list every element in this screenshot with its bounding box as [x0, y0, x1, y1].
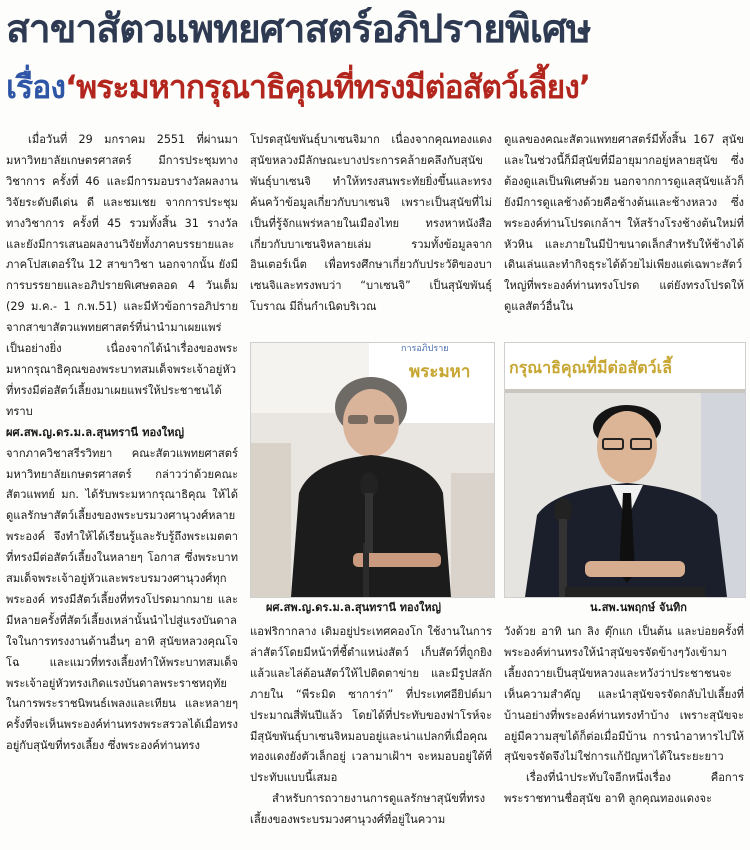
photo-caption-right: น.สพ.นพฤกษ์ จันทิก: [590, 601, 687, 614]
paragraph: โปรดสุนัขพันธุ์บาเซนจิมาก เนื่องจากคุณทองแดงสุนัขหลวงมีลักษณะบางประการคล้ายคลึงกับสุนัขพันธุ์บาเซนจิ ทำให้ทรงสนพระทัยยิ่งขึ้นและทรงค้นคว้าข้อมูลเกี่ยวกับบาเซนจิ เพราะเป็นสุนัขที่ไม่เป็นที่รู้จักแพร่หลายในเมืองไทย ทรงหาหนังสือเกี่ยวกับบาเซนจิหลายเล่ม รวมทั้งข้อมูลจากอินเตอร์เน็ต เพื่อทรงศึกษาเกี่ยวกับประวัติของบาเซนจิและทรงพบว่า “บาเซนจิ” เป็นสุนัขพันธุ์โบราณ มีถิ่นกำเนิดบริเวณ: [250, 133, 492, 314]
photo-caption-left: ผศ.สพ.ญ.ดร.ม.ล.สุนทรานี ทองใหญ่: [266, 601, 442, 614]
backdrop-text-small: การอภิปราย: [401, 344, 449, 354]
backdrop-text: พระมหา: [409, 362, 471, 382]
speaker-man-image: [505, 343, 745, 597]
article-column-2-bottom: [250, 622, 492, 848]
byline: ผศ.สพ.ญ.ดร.ม.ล.สุนทรานี ทองใหญ่: [6, 425, 185, 439]
paragraph: สำหรับการถวายงานการดูแลรักษาสุนัขที่ทรงเลี้ยงของพระบรมวงศานุวงศ์ที่อยู่ในความ: [250, 792, 486, 827]
paragraph: จากภาควิชาสรีรวิทยา คณะสัตวแพทยศาสตร์ มหาวิทยาลัยเกษตรศาสตร์ กล่าวว่าด้วยคณะสัตวแพทย์ มก. ได้รับพระมหากรุณาธิคุณ ให้ได้ดูแลรักษาสัตว์เลี้ยงของพระบรมวงศานุวงศ์หลายพระองค์ จึงทำให้ได้เรียนรู้และรับรู้ถึงพระเมตตาที่ทรงมีต่อสัตว์เลี้ยงในหลายๆ โอกาส ซึ่งพระบาทสมเด็จพระเจ้าอยู่หัวและพระบรมวงศานุวงศ์ทุกพระองค์ ทรงมีสัตว์เลี้ยงที่ทรงโปรดมากมาย และมีหลายครั้งที่สัตว์เลี้ยงเหล่านั้นนำไปสู่แรงบันดาลใจในการทรงงานด้านอื่นๆ อาทิ สุนัขหลวงคุณโจโฉ และแมวที่ทรงเลี้ยงทำให้พระบาทสมเด็จพระเจ้าอยู่หัวทรงเกิดแรงบันดาลพระราชหฤทัยในการพระราชนิพนธ์เพลงและเทียน และหลายๆ ครั้งที่จะเห็นพระองค์ท่านทรงพระสรวลได้เมื่อทรงอยู่กับสุนัขที่ทรงเลี้ยง ซึ่งพระองค์ท่านทรง: [6, 446, 238, 753]
subhead-prefix: เรื่อง: [6, 68, 65, 106]
paragraph: วังด้วย อาทิ นก ลิง ตุ๊กแก เป็นต้น และบ่อยครั้งที่พระองค์ท่านทรงให้นำสุนัขจรจัดข้างๆวังเข้ามาเลี้ยงถวายเป็นสุนัขหลวงและหวังว่าประชาชนจะเห็นความสำคัญ และนำสุนัขจรจัดกลับไปเลี้ยงที่บ้านอย่างที่พระองค์ท่านทรงทำบ้าง เพราะสุนัขจะอยู่มีความสุขได้ก็ต่อเมื่อมีบ้าน การนำอาหารไปให้สุนัขจรจัดจึงไม่ใช่การแก้ปัญหาได้ในระยะยาว: [504, 625, 744, 764]
article-column-1: [6, 130, 238, 848]
paragraph: เมื่อวันที่ 29 มกราคม 2551 ที่ผ่านมา มหาวิทยาลัยเกษตรศาสตร์ มีการประชุมทางวิชาการ ครั้งที่ 46 และมีการมอบรางวัลผลงานวิจัยระดับดีเด่น ดี และชมเชย จากการประชุมทางวิชาการ ครั้งที่ 45 รวมทั้งสิ้น 31 รางวัล และยังมีการเสนอผลงานวิจัยทั้งภาคบรรยายและภาคโปสเตอร์ใน 12 สาขาวิชา นอกจากนั้น ยังมีการบรรยายและอภิปรายพิเศษตลอด 4 วันเต็ม (29 ม.ค.- 1 ก.พ.51) และมีหัวข้อการอภิปรายจากสาขาสัตวแพทยศาสตร์ที่น่านำมาเผยแพร่เป็นอย่างยิ่ง เนื่องจากได้นำเรื่องของพระมหากรุณาธิคุณของพระบาทสมเด็จพระเจ้าอยู่หัวที่ทรงมีต่อสัตว์เลี้ยงมาเผยแพร่ให้ประชาชนได้ทราบ: [6, 133, 238, 418]
paragraph: ดูแลของคณะสัตวแพทยศาสตร์มีทั้งสิ้น 167 สุนัข และในช่วงนี้ก็มีสุนัขที่มีอายุมากอยู่หลายสุนัข ซึ่งต้องดูแลเป็นพิเศษด้วย นอกจากการดูแลสุนัขแล้วก็ยังมีการดูแลช้างด้วยคือช้างต้นและช้างหลวง ซึ่งพระองค์ท่านโปรดเกล้าฯ ให้สร้างโรงช้างต้นใหม่ที่หัวหิน และภายในมีป้าขนาดเล็กสำหรับให้ช้างได้เดินเล่นและทำกิจธุระได้ด้วยไม่เพียงแต่เฉพาะสัตว์ใหญ่ที่พระองค์ท่านทรงโปรด แต่ยังทรงโปรดให้ดูแลสัตว์อื่นใน: [504, 133, 744, 314]
article-column-2-top: [250, 130, 492, 338]
backdrop-text: กรุณาธิคุณที่มีต่อสัตว์เลี้: [509, 358, 672, 377]
subhead: [6, 62, 746, 112]
article-column-3-top: [504, 130, 744, 338]
article-column-3-bottom: [504, 622, 744, 848]
paragraph: แอฟริกากลาง เดิมอยู่ประเทศคองโก ใช้งานในการล่าสัตว์โดยมีหน้าที่ชี้ตำแหน่งสัตว์ เก็บสัตว์ที่ถูกยิงแล้วและไล่ต้อนสัตว์ให้ไปติดตาข่าย และมีรูปสลักภายใน “พีระมิด ซาการ่า” ที่ประเทศอียิปต์มาประมาณสี่พันปีแล้ว โดยได้ที่ประทับของฟาโรห์จะมีสุนัขพันธุ์บาเซนจิหมอบอยู่และน่าแปลกที่เมื่อคุณทองแดงยังตัวเล็กอยู่ เวลามาเฝ้าฯ จะหมอบอยู่ใต้ที่ประทับแบบนี้เสมอ: [250, 625, 492, 785]
subhead-quote: ‘พระมหากรุณาธิคุณที่ทรงมีต่อสัตว์เลี้ยง’: [64, 68, 591, 106]
photo-speaker-man: [504, 342, 746, 598]
photo-speaker-woman: [250, 342, 495, 598]
speaker-woman-image: [251, 343, 494, 597]
paragraph: เรื่องที่นำประทับใจอีกหนึ่งเรื่อง คือการพระราชทานชื่อสุนัข อาทิ ลูกคุณทองแดงจะ: [504, 771, 744, 806]
headline: สาขาสัตวแพทยศาสตร์อภิปรายพิเศษ: [6, 7, 591, 52]
